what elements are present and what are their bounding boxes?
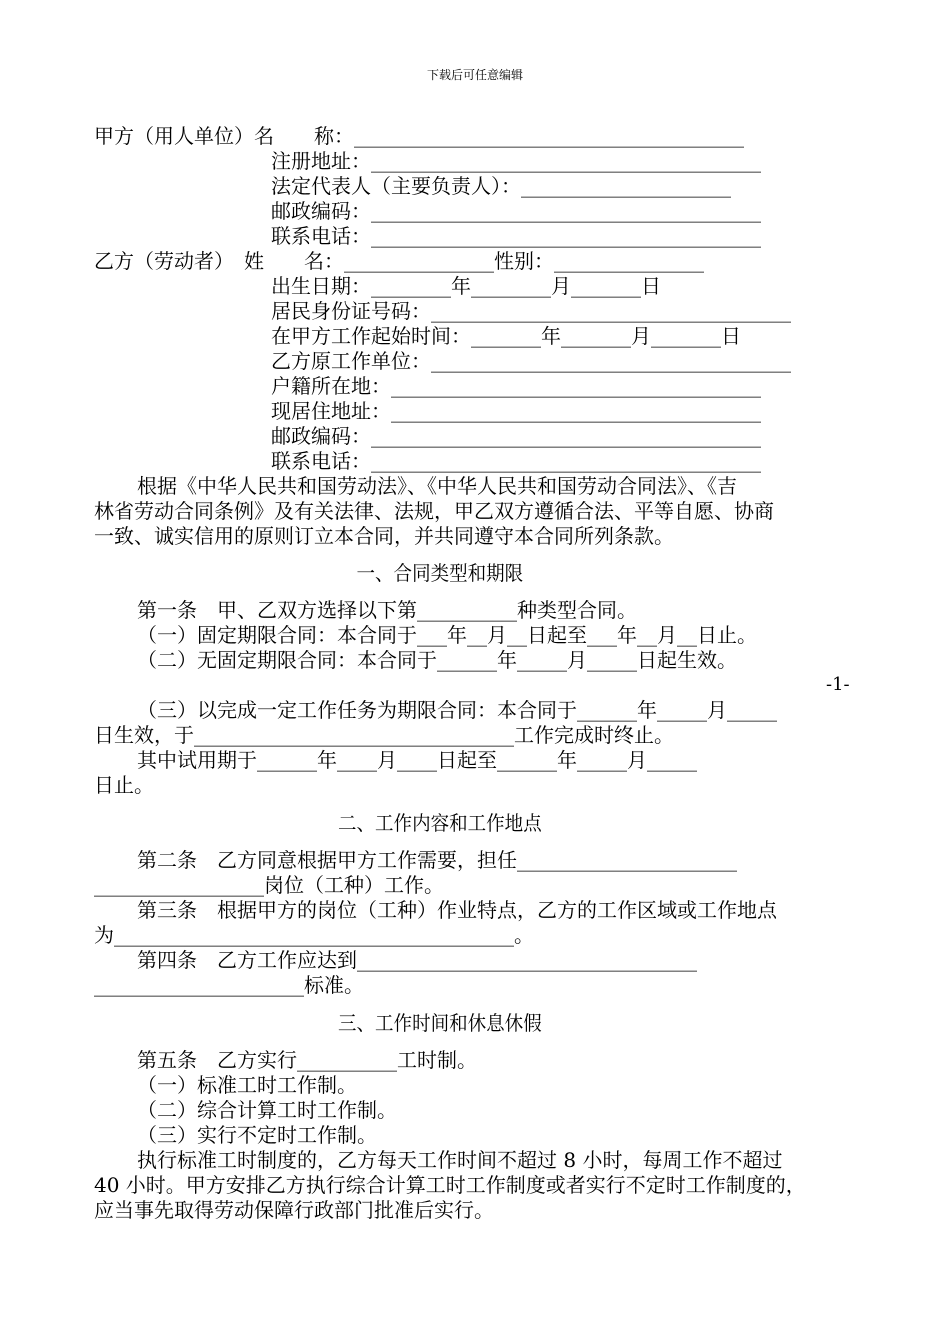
section-2-title: 二、工作内容和工作地点 — [337, 811, 542, 835]
article-5-line: 第五条 乙方实行__________工时制。 — [137, 1048, 477, 1072]
party-b-household-line: 户籍所在地：_____________________________________ — [271, 374, 761, 398]
contract-type-open: （二）无固定期限合同：本合同于______年_____月_____日起生效。 — [137, 648, 737, 672]
preamble-line-1: 根据《中华人民共和国劳动法》、《中华人民共和国劳动合同法》、《吉 — [137, 474, 737, 498]
preamble-line-2: 林省劳动合同条例》及有关法律、法规，甲乙双方遵循合法、平等自愿、协商 — [94, 499, 774, 523]
contract-type-task-line-2: 日生效，于________________________________工作完成时终止。 — [94, 723, 674, 747]
article-1-line: 第一条 甲、乙双方选择以下第__________种类型合同。 — [137, 598, 637, 622]
preamble-line-3: 一致、诚实信用的原则订立本合同，并共同遵守本合同所列条款。 — [94, 524, 674, 548]
article-3-line-1: 第三条 根据甲方的岗位（工种）作业特点，乙方的工作区域或工作地点 — [137, 898, 777, 922]
hours-option-flexible: （三）实行不定时工作制。 — [137, 1123, 377, 1147]
party-b-residence-line: 现居住地址：_____________________________________ — [271, 399, 761, 423]
party-b-start-date-line: 在甲方工作起始时间：_______年_______月_______日 — [271, 324, 741, 348]
hours-option-standard: （一）标准工时工作制。 — [137, 1073, 357, 1097]
party-b-former-employer-line: 乙方原工作单位：____________________________________ — [271, 349, 791, 373]
probation-line-1: 其中试用期于______年____月____日起至______年_____月_____ — [137, 748, 697, 772]
page-number: -1- — [826, 674, 850, 695]
article-2-line-2: _________________岗位（工种）工作。 — [94, 873, 444, 897]
contract-type-fixed: （一）固定期限合同：本合同于___年__月__日起至___年__月__日止。 — [137, 623, 757, 647]
hours-option-comprehensive: （二）综合计算工时工作制。 — [137, 1098, 397, 1122]
party-a-phone-line: 联系电话：_______________________________________ — [271, 224, 761, 248]
hours-rule-line-2: 40 小时。甲方安排乙方执行综合计算工时工作制度或者实行不定时工作制度的， — [94, 1173, 806, 1197]
party-b-postcode-line: 邮政编码：_______________________________________ — [271, 424, 761, 448]
party-b-id-line: 居民身份证号码：____________________________________ — [271, 299, 791, 323]
party-a-address-line: 注册地址：_______________________________________ — [271, 149, 761, 173]
section-1-title: 一、合同类型和期限 — [356, 561, 524, 585]
article-2-line-1: 第二条 乙方同意根据甲方工作需要，担任______________________ — [137, 848, 737, 872]
probation-line-2: 日止。 — [94, 773, 154, 797]
party-a-postcode-line: 邮政编码：_______________________________________ — [271, 199, 761, 223]
article-4-line-1: 第四条 乙方工作应达到__________________________________ — [137, 948, 697, 972]
section-3-title: 三、工作时间和休息休假 — [337, 1011, 542, 1035]
page-header: 下载后可任意编辑 — [426, 68, 523, 82]
article-3-line-2: 为________________________________________。 — [94, 923, 534, 947]
party-b-name-line: 乙方（劳动者） 姓 名：_______________性别：_______________ — [94, 249, 704, 273]
party-a-representative-line: 法定代表人（主要负责人）：_____________________ — [271, 174, 731, 198]
party-a-name-line: 甲方（用人单位）名 称：_______________________________________ — [94, 124, 744, 148]
party-b-phone-line: 联系电话：_______________________________________ — [271, 449, 761, 473]
hours-rule-line-3: 应当事先取得劳动保障行政部门批准后实行。 — [94, 1198, 494, 1222]
party-b-birthdate-line: 出生日期：________年________月_______日 — [271, 274, 661, 298]
article-4-line-2: _____________________标准。 — [94, 973, 364, 997]
contract-type-task-line-1: （三）以完成一定工作任务为期限合同：本合同于______年_____月_____ — [137, 698, 777, 722]
hours-rule-line-1: 执行标准工时制度的，乙方每天工作时间不超过 8 小时，每周工作不超过 — [137, 1148, 783, 1172]
